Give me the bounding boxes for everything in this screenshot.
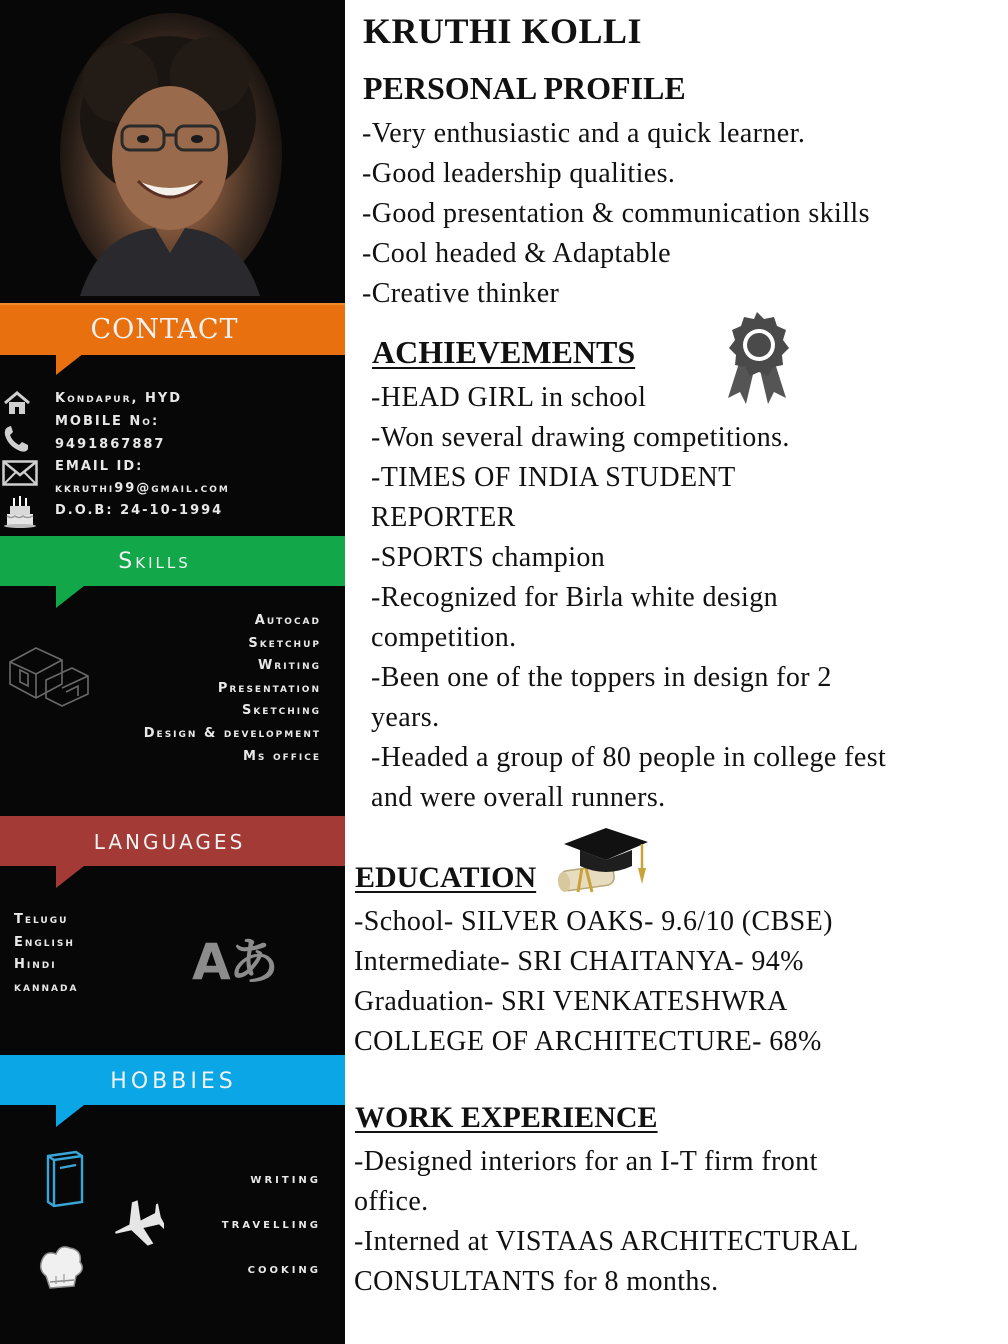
contact-email-label: EMAIL ID: [55, 459, 144, 474]
education-heading: EDUCATION [355, 861, 537, 894]
skills-banner-tail [56, 586, 84, 608]
achievement-line: -Recognized for Birla white design [371, 582, 779, 613]
language-item: English [14, 934, 75, 950]
education-line: COLLEGE OF ARCHITECTURE- 68% [354, 1026, 822, 1057]
hobbies-banner-tail [56, 1105, 84, 1127]
chef-hat-icon [36, 1242, 86, 1299]
contact-location: Kondapur, HYD [55, 391, 183, 406]
achievement-line: -SPORTS champion [371, 542, 606, 573]
contact-mobile-label: MOBILE No: [55, 414, 160, 429]
languages-list [14, 909, 78, 999]
skills-title: Skills [118, 549, 191, 574]
profile-photo [60, 13, 282, 296]
achievement-line: years. [371, 702, 440, 733]
language-item: Telugu [14, 912, 69, 927]
hobby-item: writing [250, 1171, 321, 1187]
profile-item: -Cool headed & Adaptable [362, 238, 671, 269]
achievement-line: and were overall runners. [371, 782, 666, 813]
envelope-icon [2, 460, 38, 491]
skill-item: Ms office [243, 748, 321, 764]
home-icon [2, 390, 32, 421]
work-line: office. [354, 1186, 429, 1217]
work-line: CONSULTANTS for 8 months. [354, 1266, 719, 1297]
hobby-item: travelling [221, 1216, 321, 1232]
profile-list [362, 114, 870, 314]
birthday-cake-icon [2, 492, 38, 533]
profile-photo-area [0, 0, 345, 303]
work-list [354, 1142, 859, 1302]
airplane-icon [110, 1198, 164, 1253]
achievement-line: -HEAD GIRL in school [371, 382, 647, 413]
work-heading: WORK EXPERIENCE [355, 1101, 658, 1134]
hobbies-banner [0, 1055, 345, 1105]
education-line: -School- SILVER OAKS- 9.6/10 (CBSE) [354, 906, 833, 937]
languages-banner [0, 816, 345, 866]
skill-item: Presentation [217, 680, 321, 696]
languages-banner-tail [56, 866, 84, 888]
languages-title: LANGUAGES [93, 830, 246, 854]
skills-list [144, 610, 321, 768]
work-line: -Interned at VISTAAS ARCHITECTURAL [354, 1226, 859, 1257]
profile-item: -Good presentation & communication skills [362, 198, 870, 229]
education-list [354, 902, 833, 1062]
candidate-name: KRUTHI KOLLI [363, 11, 643, 51]
education-line: Graduation- SRI VENKATESHWRA [354, 986, 788, 1017]
profile-item: -Creative thinker [362, 278, 560, 309]
achievements-heading: ACHIEVEMENTS [372, 334, 636, 370]
sidebar [0, 0, 345, 1344]
skill-item: Sketching [241, 703, 321, 719]
profile-item: -Very enthusiastic and a quick learner. [362, 118, 806, 149]
achievements-list [371, 378, 886, 818]
achievement-line: -Won several drawing competitions. [371, 422, 790, 453]
achievement-line: -TIMES OF INDIA STUDENT [371, 462, 736, 493]
skill-item: Design & development [143, 725, 321, 741]
phone-icon [2, 424, 32, 459]
hobby-item: cooking [247, 1261, 321, 1277]
achievement-line: competition. [371, 622, 517, 653]
contact-banner [0, 303, 345, 355]
achievement-line: REPORTER [371, 502, 516, 533]
language-item: Hindi [14, 957, 57, 973]
skills-banner [0, 536, 345, 586]
skill-item: Sketchup [248, 635, 321, 651]
achievement-line: -Headed a group of 80 people in college fest [371, 742, 887, 773]
language-item: kannada [14, 979, 79, 995]
book-icon [42, 1148, 88, 1213]
profile-item: -Good leadership qualities. [362, 158, 676, 189]
education-line: Intermediate- SRI CHAITANYA- 94% [354, 946, 804, 977]
skill-item: Autocad [254, 613, 321, 628]
contact-banner-tail [56, 353, 84, 375]
work-line: -Designed interiors for an I-T firm front [354, 1146, 818, 1177]
hobbies-title: HOBBIES [110, 1069, 237, 1094]
contact-title: CONTACT [90, 314, 239, 345]
achievement-line: -Been one of the toppers in design for 2 [371, 662, 832, 693]
skill-item: Writing [257, 658, 321, 674]
contact-dob: D.O.B: 24-10-1994 [55, 503, 224, 518]
translate-icon: Aあ [192, 933, 277, 991]
profile-heading: PERSONAL PROFILE [363, 70, 686, 106]
contact-mobile: 9491867887 [55, 437, 166, 452]
graduation-cap-icon [552, 822, 652, 903]
contact-email: kkruthi99@gmail.com [55, 481, 230, 496]
blueprint-icon [6, 640, 92, 717]
